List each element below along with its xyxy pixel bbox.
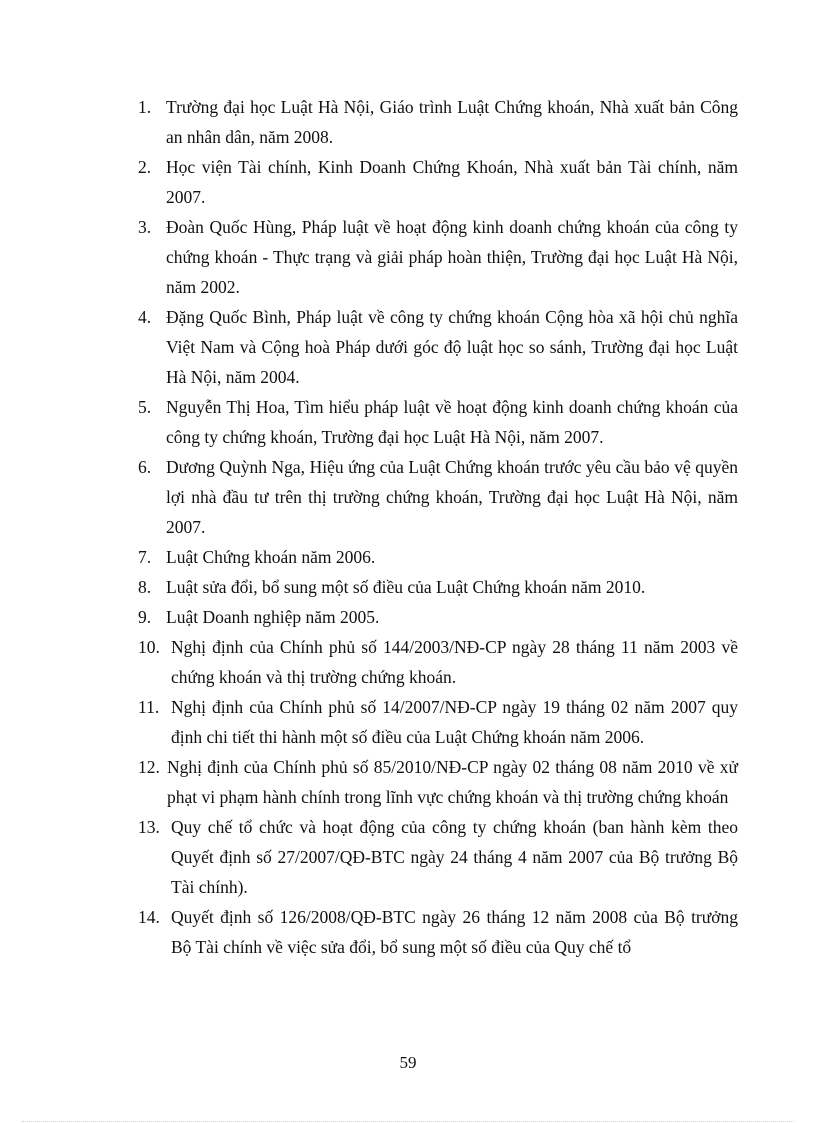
reference-number: 10. (138, 637, 160, 657)
reference-text: Đặng Quốc Bình, Pháp luật về công ty chứng khoán Cộng hòa xã hội chủ nghĩa Việt Nam và Cộng hoà Pháp dưới góc độ luật học so sánh, Trường đại học Luật Hà Nội, năm 2004. (166, 307, 738, 387)
reference-text: Quyết định số 126/2008/QĐ-BTC ngày 26 tháng 12 năm 2008 của Bộ trưởng Bộ Tài chính về việc sửa đổi, bổ sung một số điều của Quy chế tổ (171, 907, 738, 957)
reference-number: 12. (138, 757, 160, 777)
reference-number: 1. (138, 97, 152, 117)
reference-item (138, 302, 738, 392)
reference-text: Nghị định của Chính phủ số 144/2003/NĐ-CP ngày 28 tháng 11 năm 2003 về chứng khoán và thị trường chứng khoán. (171, 637, 738, 687)
reference-number: 2. (138, 157, 152, 177)
page-bottom-divider (22, 1121, 794, 1122)
reference-item (138, 152, 738, 212)
reference-item (138, 542, 738, 572)
reference-text: Luật Chứng khoán năm 2006. (166, 547, 376, 567)
reference-number: 13. (138, 817, 160, 837)
reference-number: 14. (138, 907, 160, 927)
reference-item (138, 752, 738, 812)
reference-number: 3. (138, 217, 152, 237)
reference-number: 5. (138, 397, 152, 417)
reference-text: Học viện Tài chính, Kinh Doanh Chứng Khoán, Nhà xuất bản Tài chính, năm 2007. (166, 157, 738, 207)
reference-number: 9. (138, 607, 152, 627)
reference-text: Quy chế tổ chức và hoạt động của công ty chứng khoán (ban hành kèm theo Quyết định số 27/2007/QĐ-BTC ngày 24 tháng 4 năm 2007 của Bộ trưởng Bộ Tài chính). (171, 817, 738, 897)
reference-item (138, 212, 738, 302)
reference-item (138, 452, 738, 542)
reference-item (138, 902, 738, 962)
reference-item (138, 632, 738, 692)
page-number: 59 (399, 1053, 417, 1072)
reference-item (138, 572, 738, 602)
reference-text: Dương Quỳnh Nga, Hiệu ứng của Luật Chứng khoán trước yêu cầu bảo vệ quyền lợi nhà đầu tư trên thị trường chứng khoán, Trường đại học Luật Hà Nội, năm 2007. (166, 457, 738, 537)
reference-number: 11. (138, 697, 160, 717)
reference-number: 6. (138, 457, 152, 477)
reference-item (138, 392, 738, 452)
reference-number: 8. (138, 577, 152, 597)
reference-text: Nguyễn Thị Hoa, Tìm hiểu pháp luật về hoạt động kinh doanh chứng khoán của công ty chứng khoán, Trường đại học Luật Hà Nội, năm 2007. (166, 397, 738, 447)
reference-number: 7. (138, 547, 152, 567)
reference-item (138, 692, 738, 752)
reference-text: Trường đại học Luật Hà Nội, Giáo trình Luật Chứng khoán, Nhà xuất bản Công an nhân dân, năm 2008. (166, 97, 738, 147)
reference-text: Luật sửa đổi, bổ sung một số điều của Luật Chứng khoán năm 2010. (166, 577, 646, 597)
reference-text: Luật Doanh nghiệp năm 2005. (166, 607, 380, 627)
reference-item (138, 602, 738, 632)
reference-text: Nghị định của Chính phủ số 85/2010/NĐ-CP ngày 02 tháng 08 năm 2010 về xử phạt vi phạm hành chính trong lĩnh vực chứng khoán và thị trường chứng khoán (167, 757, 738, 807)
reference-text: Nghị định của Chính phủ số 14/2007/NĐ-CP ngày 19 tháng 02 năm 2007 quy định chi tiết thi hành một số điều của Luật Chứng khoán năm 2006. (171, 697, 738, 747)
reference-item (138, 812, 738, 902)
reference-list (138, 92, 738, 962)
reference-text: Đoàn Quốc Hùng, Pháp luật về hoạt động kinh doanh chứng khoán của công ty chứng khoán - Thực trạng và giải pháp hoàn thiện, Trường đại học Luật Hà Nội, năm 2002. (166, 217, 738, 297)
reference-item (138, 92, 738, 152)
reference-number: 4. (138, 307, 152, 327)
